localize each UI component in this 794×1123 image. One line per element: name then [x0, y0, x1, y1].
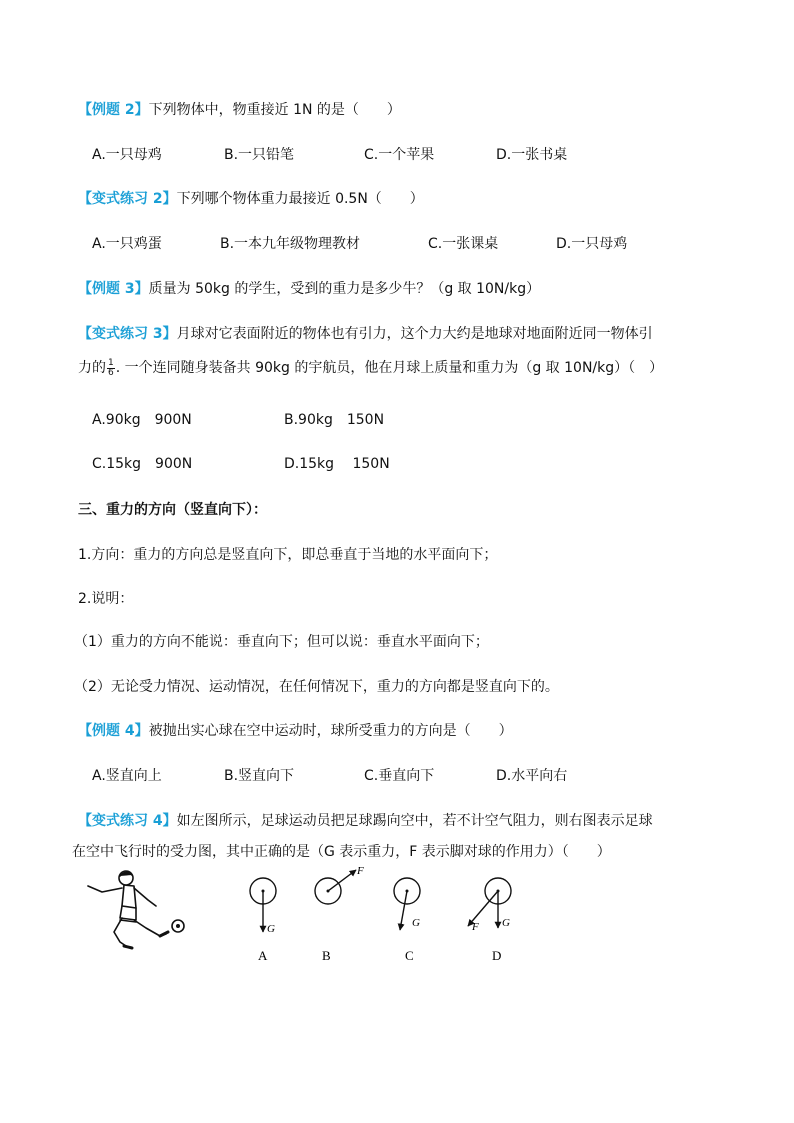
diagram-a-g-label: G: [267, 923, 275, 935]
variant-3-text-1: 月球对它表面附近的物体也有引力，这个力大约是地球对地面附近同一物体引: [176, 326, 653, 342]
diagram-c-label: C: [405, 948, 414, 963]
example-2-option-d: D.一张书桌: [496, 147, 568, 163]
variant-2-option-c: C.一张课桌: [428, 236, 499, 252]
example-2-tag: 【例题 2】: [78, 102, 149, 118]
variant-2-option-d: D.一只母鸡: [556, 236, 628, 252]
example-3-tag: 【例题 3】: [78, 281, 149, 297]
example-4-option-d: D.水平向右: [496, 768, 568, 784]
variant-2-option-b: B.一本九年级物理教材: [220, 236, 361, 252]
example-4-question: [78, 721, 513, 741]
variant-4-text-1: 如左图所示，足球运动员把足球踢向空中，若不计空气阻力，则右图表示足球: [176, 813, 653, 829]
example-2-option-a: A.一只母鸡: [92, 147, 162, 163]
variant-2-option-a: A.一只鸡蛋: [92, 236, 162, 252]
diagram-d-f-label: F: [472, 921, 479, 933]
variant-3-text-2-pre: 力的: [78, 360, 106, 376]
example-2-text: 下列物体中，物重接近 1N 的是（ ）: [148, 102, 401, 118]
section-3-heading: 三、重力的方向（竖直向下）：: [78, 502, 267, 518]
example-3-question: [78, 279, 540, 299]
variant-2-text: 下列哪个物体重力最接近 0.5N（ ）: [176, 191, 424, 207]
variant-2-question: [78, 189, 424, 209]
soccer-player-figure: [84, 866, 194, 956]
variant-4-line-2: 在空中飞行时的受力图，其中正确的是（G 表示重力，F 表示脚对球的作用力）（ ）: [72, 844, 611, 860]
diagram-c: [394, 878, 420, 963]
variant-3-tag: 【变式练习 3】: [78, 326, 177, 342]
example-4-option-b: B.竖直向下: [224, 768, 295, 784]
section-3-explanation-title: 2.说明：: [78, 591, 134, 607]
diagram-a: [250, 878, 276, 963]
example-4-option-a: A.竖直向上: [92, 768, 162, 784]
example-2-question: [78, 100, 401, 120]
section-3-note-1: （1）重力的方向不能说：垂直向下；但可以说：垂直水平面向下；: [74, 634, 489, 650]
example-4-tag: 【例题 4】: [78, 723, 149, 739]
diagram-b-f-label: F: [357, 866, 364, 877]
variant-3-line-1: [78, 324, 653, 344]
example-2-option-b: B.一只铅笔: [224, 147, 295, 163]
diagram-b-label: B: [322, 948, 331, 963]
variant-3-option-d: D.15kg 150N: [284, 456, 390, 472]
variant-4-line-1: [78, 811, 653, 831]
diagram-b: [315, 866, 364, 963]
diagram-d-label: D: [492, 948, 502, 963]
diagram-d-g-label: G: [502, 917, 510, 929]
section-3-direction: 1.方向：重力的方向总是竖直向下，即总垂直于当地的水平面向下；: [78, 547, 498, 563]
variant-2-tag: 【变式练习 2】: [78, 191, 177, 207]
diagram-a-label: A: [258, 948, 268, 963]
force-diagrams: [236, 866, 536, 968]
fraction-numerator: 1: [108, 357, 114, 368]
one-sixth-fraction: [107, 359, 115, 378]
variant-3-text-2-post: . 一个连同随身装备共 90kg 的宇航员，他在月球上质量和重力为（g 取 10N/kg）（ ）: [115, 360, 664, 376]
variant-3-line-2: [78, 358, 663, 378]
diagram-d: [468, 878, 511, 963]
example-4-option-c: C.垂直向下: [364, 768, 435, 784]
diagram-c-g-label: G: [412, 917, 420, 929]
variant-3-option-b: B.90kg 150N: [284, 412, 385, 428]
example-3-text: 质量为 50kg 的学生，受到的重力是多少牛？（g 取 10N/kg）: [148, 281, 541, 297]
variant-4-tag: 【变式练习 4】: [78, 813, 177, 829]
fraction-denominator: 6: [108, 367, 114, 378]
variant-3-option-a: A.90kg 900N: [92, 412, 192, 428]
variant-3-option-c: C.15kg 900N: [92, 456, 193, 472]
example-4-text: 被抛出实心球在空中运动时，球所受重力的方向是（ ）: [148, 723, 513, 739]
section-3-note-2: （2）无论受力情况、运动情况，在任何情况下，重力的方向都是竖直向下的。: [74, 679, 559, 695]
example-2-option-c: C.一个苹果: [364, 147, 435, 163]
